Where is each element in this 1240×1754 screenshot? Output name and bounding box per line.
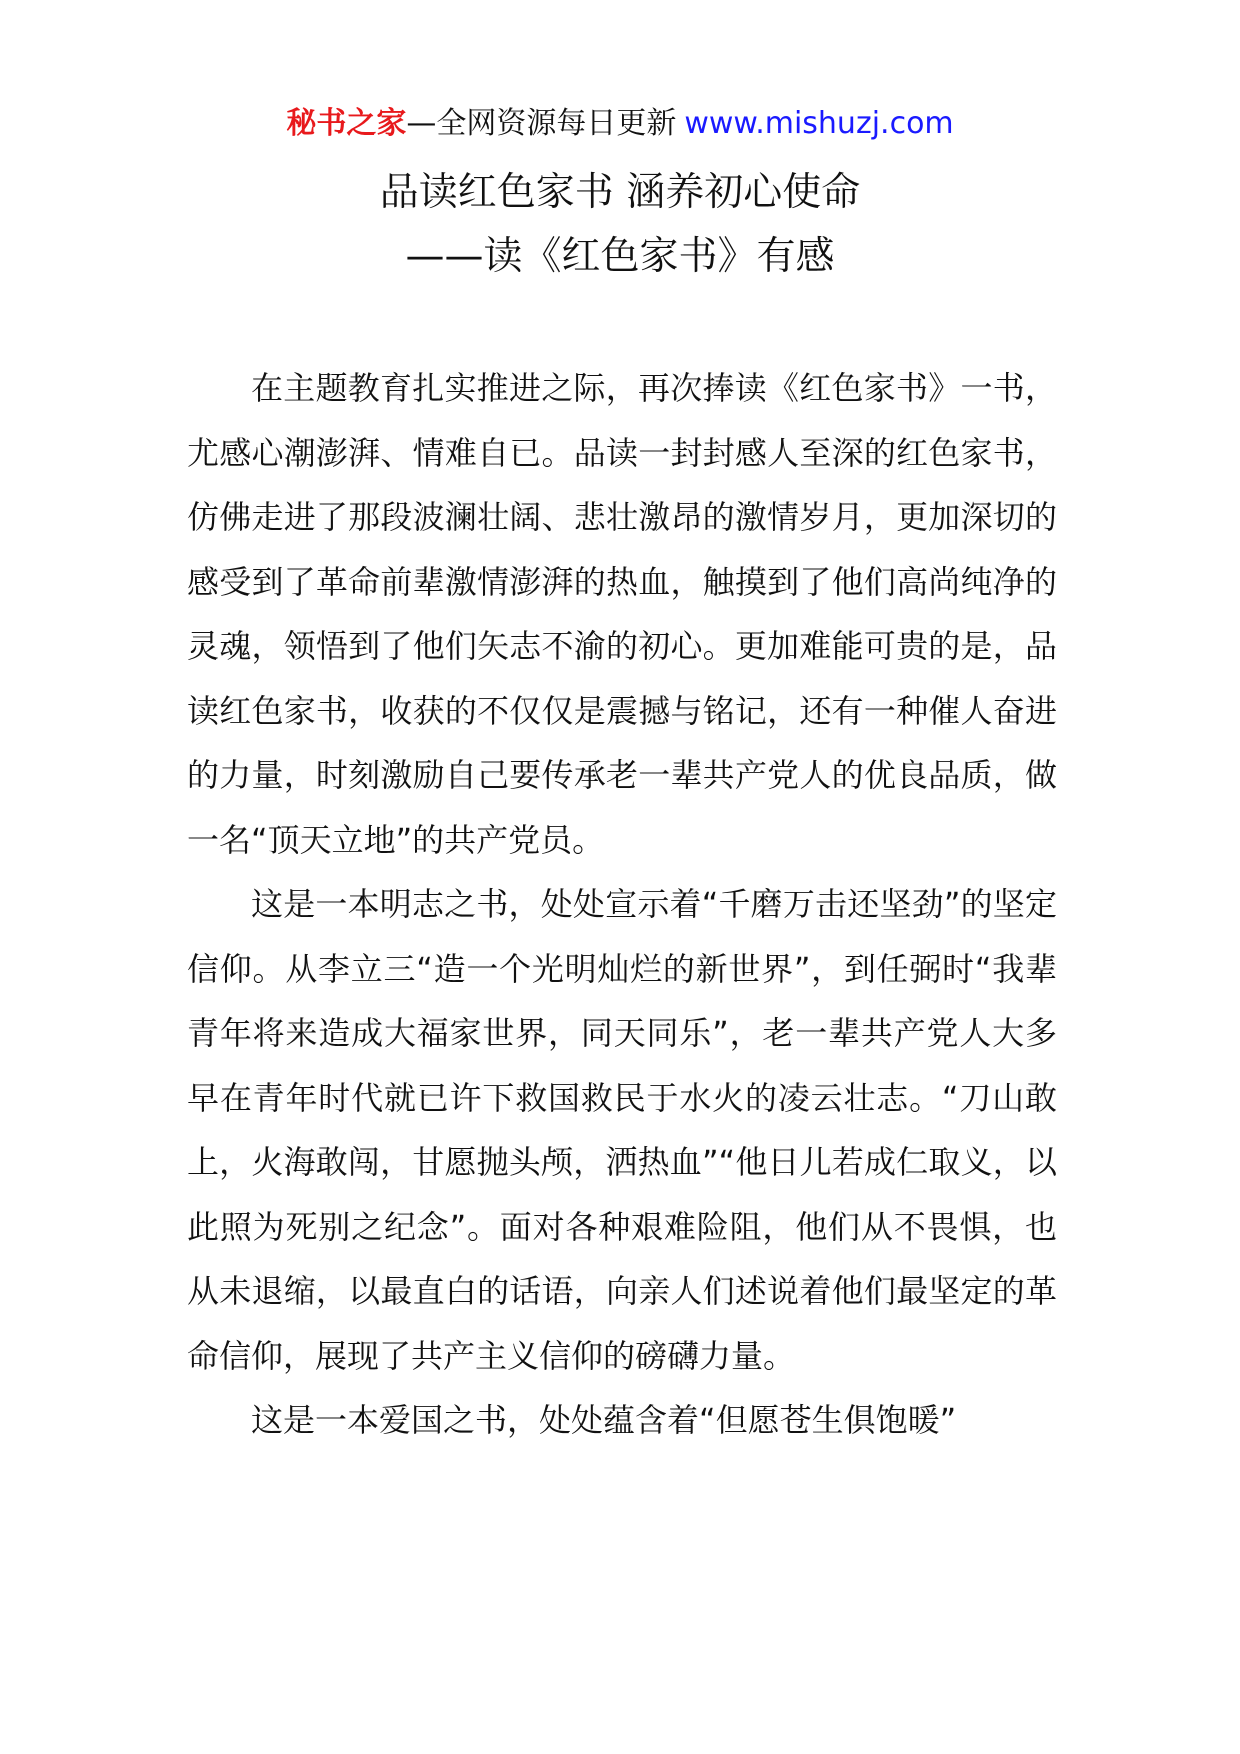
document-body [187, 356, 1057, 1453]
site-header [0, 104, 1240, 144]
site-tagline: —全网资源每日更新 [406, 106, 677, 141]
document-subtitle: ——读《红色家书》有感 [405, 234, 835, 279]
paragraph-1: 在主题教育扎实推进之际，再次捧读《红色家书》一书，尤感心潮澎湃、情难自已。品读一封封感人至深的红色家书，仿佛走进了那段波澜壮阔、悲壮激昂的激情岁月，更加深切的感受到了革命前辈激情澎湃的热血，触摸到了他们高尚纯净的灵魂，领悟到了他们矢志不渝的初心。更加难能可贵的是，品读红色家书，收获的不仅仅是震撼与铭记，还有一种催人奋进的力量，时刻激励自己要传承老一辈共产党人的优良品质，做一名“顶天立地”的共产党员。 [187, 369, 1057, 859]
paragraph-3: 这是一本爱国之书，处处蕴含着“但愿苍生俱饱暖” [251, 1401, 957, 1439]
paragraph-2: 这是一本明志之书，处处宣示着“千磨万击还坚劲”的坚定信仰。从李立三“造一个光明灿烂的新世界”，到任弼时“我辈青年将来造成大福家世界，同天同乐”，老一辈共产党人大多早在青年时代就已许下救国救民于水火的凌云壮志。“刀山敢上，火海敢闯，甘愿抛头颅，洒热血”“他日儿若成仁取义，以此照为死别之纪念”。面对各种艰难险阻，他们从不畏惧，也从未退缩，以最直白的话语，向亲人们述说着他们最坚定的革命信仰，展现了共产主义信仰的磅礴力量。 [187, 885, 1057, 1375]
document-title: 品读红色家书 涵养初心使命 [379, 170, 861, 215]
brand-name: 秘书之家 [286, 106, 407, 141]
site-url-link[interactable]: www.mishuzj.com [684, 106, 954, 141]
